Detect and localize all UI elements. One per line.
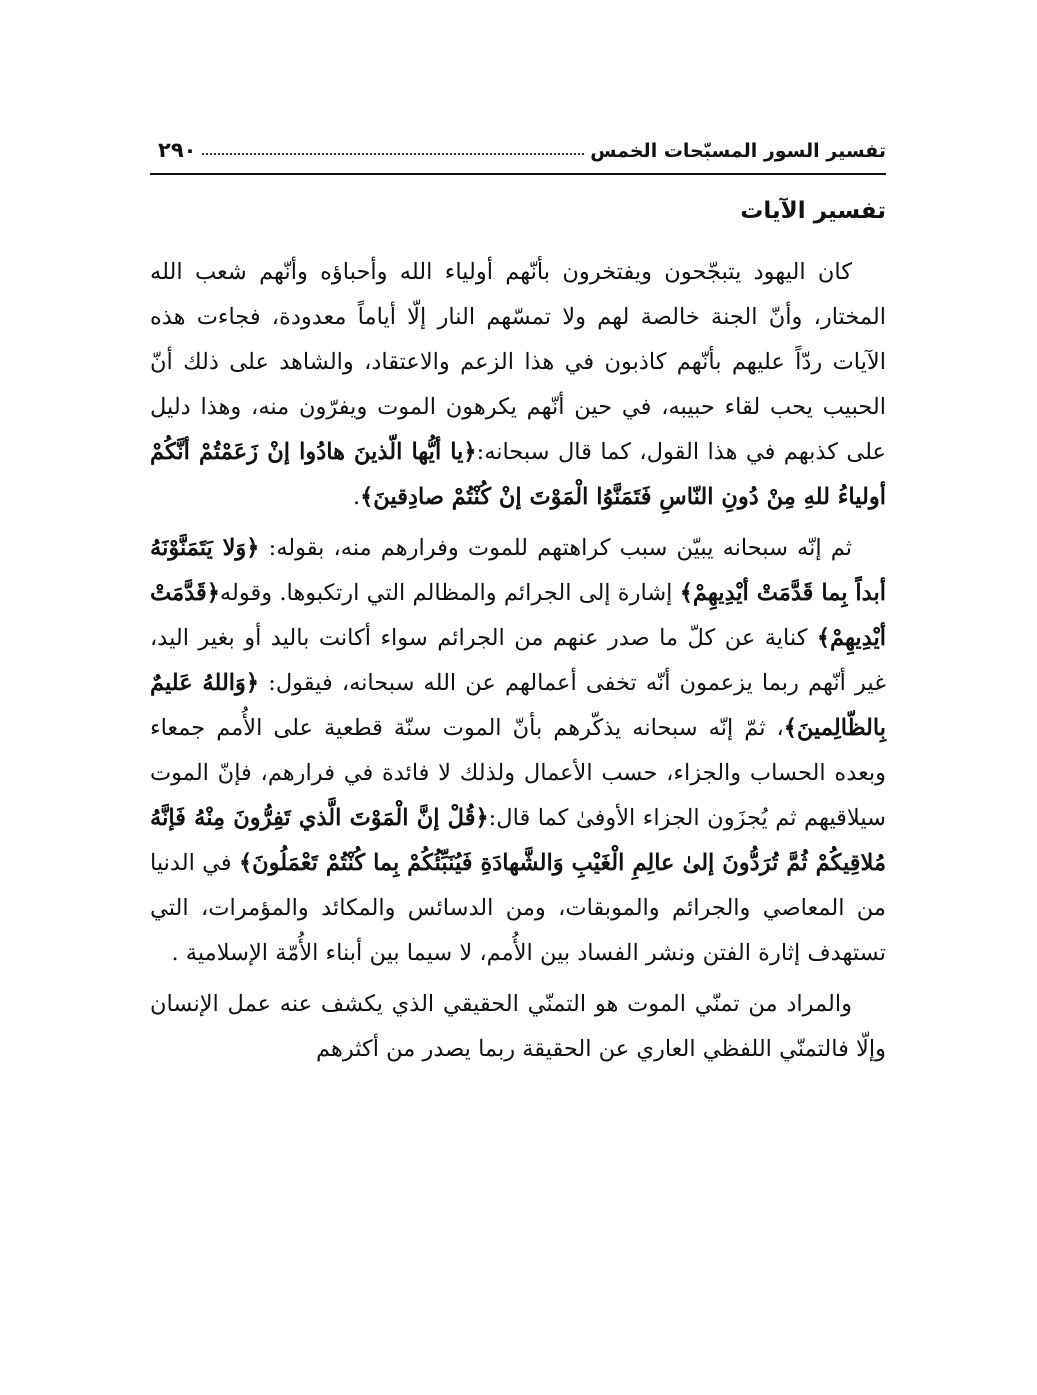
paragraph-text: ، ثمّ إنّه سبحانه يذكّرهم بأنّ الموت سنّة قطعية على الأُمم جمعاء وبعده الحساب والجزاء، حسب الأعمال ولذلك لا فائدة في فرارهم، فإنّ الموت سيلاقيهم ثم يُجزَون الجزاء الأوفىٰ كما قال: [150,715,886,831]
paragraph-3 [150,982,886,1072]
page-number: ٢٩٠ [158,138,197,162]
paragraph-text: إشارة إلى الجرائم والمظالم التي ارتكبوها. وقوله [219,580,673,606]
paragraph-text: كان اليهود يتبجّحون ويفتخرون بأنّهم أولياء الله وأحباؤه وأنّهم شعب الله المختار، وأنّ الجنة خالصة لهم ولا تمسّهم النار إلّا أياماً معدودة، فجاءت هذه الآيات ردّاً عليهم بأنّهم كاذبون في هذا الزعم والاعتقاد، والشاهد على ذلك أنّ الحبيب يحب لقاء حبيبه، في حين أنّهم يكرهون الموت ويفرّون منه، وهذا دليل على كذبهم في هذا القول، كما قال سبحانه: [150,259,886,465]
book-page [150,118,886,1358]
paragraph-text: كناية عن كلّ ما صدر عنهم من الجرائم سواء أكانت باليد أو بغير اليد، غير أنّهم ربما يزعمون أنّه تخفى أعمالهم عن الله سبحانه، فيقول: [150,625,886,696]
quran-verse: ﴿قَدَّمَتْ أيْدِيهِمْ﴾ [150,580,886,651]
paragraph-text: ثم إنّه سبحانه يبيّن سبب كراهتهم للموت وفرارهم منه، بقوله: [268,535,852,561]
quran-verse: ﴿وَلا يَتَمَنَّوْنَهُ أبداً بِما قَدَّمَتْ أيْدِيهِمْ﴾ [150,535,887,606]
quran-verse: ﴿وَاللهُ عَليمٌ بِالظّالِمينَ﴾ [150,670,886,741]
paragraph-1 [150,250,886,520]
paragraph-2 [150,526,886,976]
book-title: تفسير السور المسبّحات الخمس [590,140,886,162]
body-text [150,250,886,1078]
section-title: تفسير الآيات [740,198,886,224]
paragraph-text: . [352,484,361,510]
header-divider [150,173,886,175]
running-header [150,130,886,162]
quran-verse: ﴿قُلْ إنَّ الْمَوْتَ الَّذي تَفِرُّونَ مِنْهُ فَإنَّهُ مُلاقِيكُمْ ثُمَّ تُرَدُّونَ إلىٰ عالِمِ الْغَيْبِ وَالشَّهادَةِ فَيُنَبِّئُكُمْ بِما كُنْتُمْ تَعْمَلُونَ﴾ [150,805,886,876]
header-dot-leader [202,152,584,155]
paragraph-text: في الدنيا من المعاصي والجرائم والموبقات، ومن الدسائس والمكائد والمؤمرات، التي تستهدف إثارة الفتن ونشر الفساد بين الأُمم، لا سيما بين أبناء الأُمّة الإسلامية . [150,850,886,966]
quran-verse: ﴿يا أيُّها الّذينَ هادُوا إنْ زَعَمْتُمْ أنَّكُمْ أولياءُ للهِ مِنْ دُونِ النّاسِ فَتَمَنَّوُا الْمَوْتَ إنْ كُنْتُمْ صادِقينَ﴾ [150,439,886,510]
paragraph-text: والمراد من تمنّي الموت هو التمنّي الحقيقي الذي يكشف عنه عمل الإنسان وإلّا فالتمنّي اللفظي العاري عن الحقيقة ربما يصدر من أكثرهم [150,991,886,1062]
